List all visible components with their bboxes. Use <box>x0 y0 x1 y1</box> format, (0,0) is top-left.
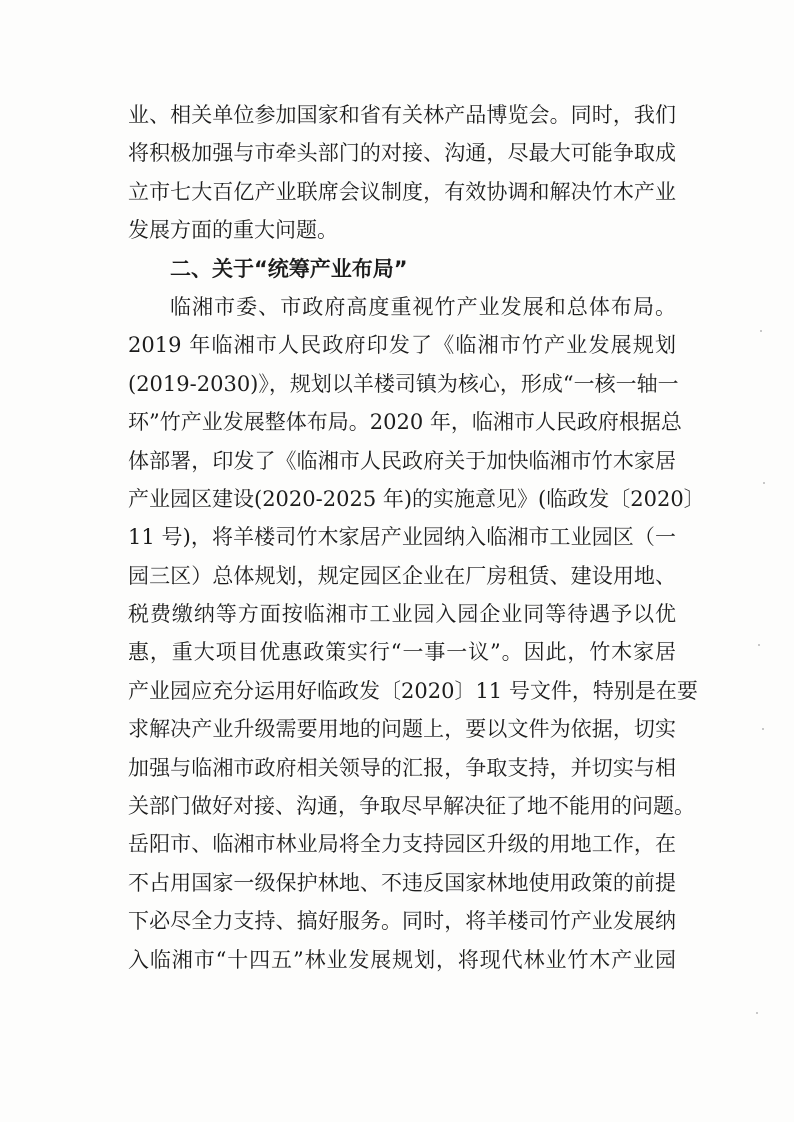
paragraph-line: 不占用国家一级保护林地、不违反国家林地使用政策的前提 <box>128 870 676 895</box>
paragraph-line: 将积极加强与市牵头部门的对接、沟通，尽最大可能争取成 <box>128 141 676 166</box>
scan-speck <box>760 330 762 332</box>
paragraph-line: 发展方面的重大问题。 <box>128 218 338 243</box>
paragraph-line: 产业园区建设(2020-2025 年)的实施意见》(临政发〔2020〕 <box>128 486 705 511</box>
scan-speck <box>762 728 764 730</box>
paragraph-line: 立市七大百亿产业联席会议制度，有效协调和解决竹木产业 <box>128 179 676 204</box>
document-body <box>128 96 705 979</box>
paragraph-line: 加强与临湘市政府相关领导的汇报，争取支持，并切实与相 <box>128 755 676 780</box>
paragraph-line: 税费缴纳等方面按临湘市工业园入园企业同等待遇予以优 <box>128 602 676 627</box>
paragraph-line: 环”竹产业发展整体布局。2020 年，临湘市人民政府根据总 <box>128 410 682 435</box>
scan-speck <box>756 1012 758 1014</box>
paragraph-line: 2019 年临湘市人民政府印发了《临湘市竹产业发展规划 <box>128 333 676 358</box>
paragraph-line: 临湘市委、市政府高度重视竹产业发展和总体布局。 <box>170 294 676 319</box>
section-heading: 二、关于“统筹产业布局” <box>170 256 408 281</box>
paragraph-line: 关部门做好对接、沟通，争取尽早解决征了地不能用的问题。 <box>128 794 695 819</box>
scan-speck <box>763 482 765 484</box>
paragraph-line: 求解决产业升级需要用地的问题上，要以文件为依据，切实 <box>128 717 676 742</box>
paragraph-line: (2019-2030)》，规划以羊楼司镇为核心，形成“一核一轴一 <box>128 371 679 396</box>
paragraph-line: 岳阳市、临湘市林业局将全力支持园区升级的用地工作，在 <box>128 832 676 857</box>
paragraph-line: 产业园应充分运用好临政发〔2020〕11 号文件，特别是在要 <box>128 678 698 703</box>
paragraph-line: 11 号)，将羊楼司竹木家居产业园纳入临湘市工业园区（一 <box>128 525 676 550</box>
paragraph-line: 体部署，印发了《临湘市人民政府关于加快临湘市竹木家居 <box>128 448 676 473</box>
paragraph-line: 园三区）总体规划，规定园区企业在厂房租赁、建设用地、 <box>128 563 676 588</box>
scan-speck <box>758 644 760 646</box>
paragraph-line: 惠，重大项目优惠政策实行“一事一议”。因此，竹木家居 <box>128 640 676 665</box>
paragraph-line: 业、相关单位参加国家和省有关林产品博览会。同时，我们 <box>128 103 676 127</box>
paragraph-line: 下必尽全力支持、搞好服务。同时，将羊楼司竹产业发展纳 <box>128 909 676 934</box>
paragraph-line: 入临湘市“十四五”林业发展规划，将现代林业竹木产业园 <box>128 947 676 972</box>
